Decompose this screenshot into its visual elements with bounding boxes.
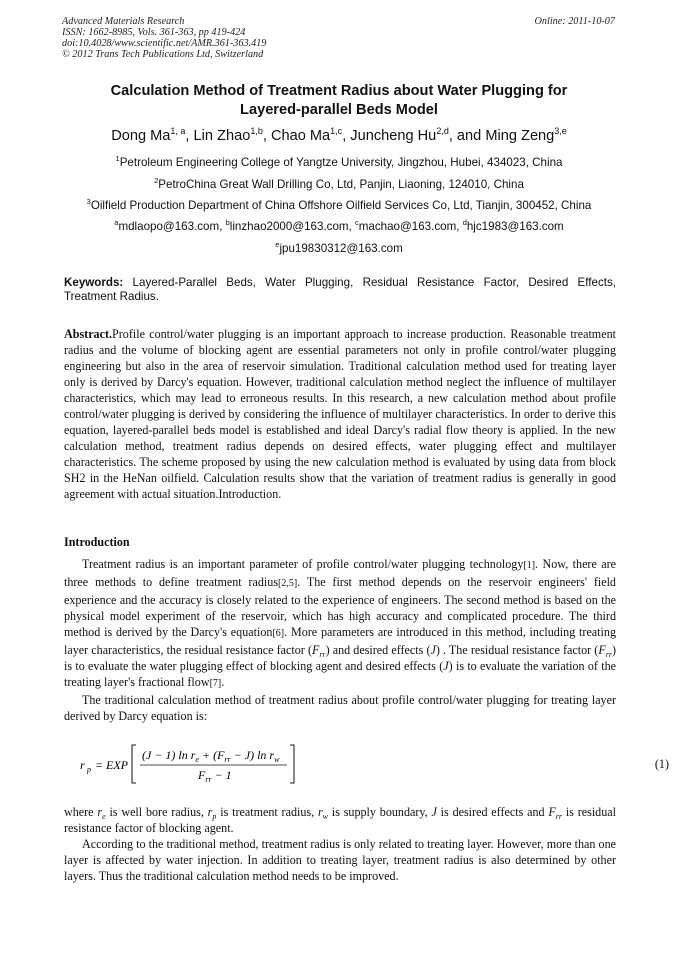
author-sep: , <box>342 128 351 144</box>
eq-den-part: − 1 <box>211 768 232 782</box>
affiliation-3 <box>40 199 638 213</box>
citation-link[interactable]: [1] <box>523 560 536 571</box>
symbol-j: J <box>443 659 449 673</box>
author-sup: 1,c <box>330 126 343 136</box>
journal-name: Advanced Materials Research <box>62 16 185 27</box>
paper-title <box>62 82 616 120</box>
keywords-text: Layered-Parallel Beds, Water Plugging, Residual Resistance Factor, Desired Effects, Treatment Radius. <box>64 276 616 303</box>
symbol-f: F <box>598 643 606 657</box>
symbol-j: J <box>430 643 436 657</box>
author-name: Juncheng Hu <box>350 128 437 144</box>
text-run: . More parameters are introduced in this method, including treating layer characteristics, the residual resistance factor ( <box>64 625 616 657</box>
journal-issn: ISSN: 1662-8985, Vols. 361-363, pp 419-424 <box>62 27 246 38</box>
title-line: Calculation Method of Treatment Radius about Water Plugging for <box>110 83 568 99</box>
eq-num-sub: e <box>195 755 199 764</box>
citation-link[interactable]: [7] <box>209 678 222 689</box>
equation-number: (1) <box>654 757 669 771</box>
eq-num-part: + (F <box>198 748 225 762</box>
affiliation-sup: 3 <box>86 197 91 206</box>
text-run: ) is to evaluate the variation of the treating layer's fractional flow <box>64 659 617 689</box>
journal-doi: doi:10.4028/www.scientific.net/AMR.361-363.419 <box>62 38 267 49</box>
affiliation-2 <box>40 178 638 192</box>
text-run: is residual resistance factor of blocking agent. <box>64 805 617 835</box>
email-link[interactable]: linzhao2000@163.com, <box>229 220 355 233</box>
eq-num-part: (J − 1) ln r <box>142 748 196 762</box>
email-list <box>40 220 638 234</box>
author-sup: 1, a <box>170 126 186 136</box>
symbol-f: F <box>548 805 556 819</box>
keywords <box>64 276 616 304</box>
abstract-text: Profile control/water plugging is an important approach to increase production. Reasonable treatment radius and the volume of blocking agent are essential parameters not only in profile control/water plugging engineering but also in the area of reservoir simulation. Traditional calculation method used for treating layer only is derived by Darcy's equation. However, traditional calculation method neglect the influence of multilayer characteristics, which may lead to erroneous results. In this research, a new calculation method about profile control/water plugging is derived by considering the influence of multilayer characteristics. In order to derive this equation, layered-parallel beds model is established and ideal Darcy's radial flow theory is applied. In the new calculation method, treatment radius depends on desired effects, water plugging effect and multilayer characteristics. The scheme proposed by using the new calculation method is evaluated by using data from block SH2 in the HeNan oilfield. Calculation results show that the variation of treatment radius is generally in good agreement with actual situation.Introduction. <box>64 327 616 501</box>
eq-lhs-sub: p <box>87 765 91 774</box>
journal-header <box>62 16 266 60</box>
text-run: . Now, there are three methods to define treatment radius <box>64 557 617 589</box>
symbol-r: r <box>207 805 213 819</box>
symbol-sub: rr <box>319 650 326 659</box>
abstract <box>64 326 616 502</box>
eq-denominator <box>197 768 232 784</box>
eq-num-sub: rr <box>224 755 231 764</box>
email-link[interactable]: mdlaopo@163.com, <box>118 220 226 233</box>
symbol-r: r <box>317 805 323 819</box>
intro-paragraph: The traditional calculation method of treatment radius about profile control/water plugging for treating layer derived by Darcy equation is: <box>64 693 616 723</box>
text-run: is well bore radius, <box>105 805 208 819</box>
symbol-j: J <box>431 805 437 819</box>
symbol-sub: e <box>102 812 106 821</box>
symbol-sub: w <box>322 812 329 821</box>
affiliation-text: Petroleum Engineering College of Yangtze University, Jingzhou, Hubei, 434023, China <box>119 156 563 169</box>
email-sup: a <box>114 218 119 227</box>
author-name: Ming Zeng <box>485 128 555 144</box>
eq-bracket-left <box>132 745 136 783</box>
citation-link[interactable]: [6] <box>272 628 285 639</box>
after-equation-text <box>64 804 616 884</box>
text-run: ) and desired effects ( <box>325 643 431 657</box>
eq-lhs: r <box>80 758 85 772</box>
email-sup: e <box>275 240 280 249</box>
email-link[interactable]: jpu19830312@163.com <box>279 242 403 255</box>
symbol-sub: rr <box>555 812 563 821</box>
text-run: is supply boundary, <box>328 805 432 819</box>
eq-num-part: − J) ln r <box>230 748 275 762</box>
author-sep: , and <box>448 128 486 144</box>
email-list-2 <box>40 242 638 256</box>
text-run: . The first method depends on the reservoir engineers' field experience and the accuracy is closely related to the experience of engineers. The second method is based on the physical model experiment of the reservoir, which has high accuracy and complicated procedure. The third method is derived by the Darcy's equation <box>64 575 616 639</box>
eq-equals: = <box>95 758 104 772</box>
introduction-body <box>64 556 616 724</box>
email-link[interactable]: machao@163.com, <box>358 220 463 233</box>
body-paragraph: According to the traditional method, treatment radius is only related to treating layer. However, more than one layer is affected by water injection. In addition to treating layer, treatment radius is also determined by other layers. Thus the traditional calculation method needs to be improved. <box>64 837 616 883</box>
citation-link[interactable]: [2,5] <box>278 578 298 589</box>
symbol-sub: p <box>212 812 217 821</box>
eq-den-part: F <box>198 768 206 782</box>
symbol-r: r <box>97 805 103 819</box>
title-line: Layered-parallel Beds Model <box>240 102 438 118</box>
text-run: is desired effects and <box>436 805 549 819</box>
where-paragraph <box>64 804 616 836</box>
eq-num-sub: w <box>274 755 280 764</box>
eq-numerator <box>142 748 280 764</box>
eq-exp: EXP <box>106 758 128 772</box>
text-run: ) . The residual resistance factor ( <box>435 643 599 657</box>
email-sup: d <box>462 218 467 227</box>
author-sup: 3,e <box>554 126 567 136</box>
author-name: Lin Zhao <box>193 128 251 144</box>
online-date: Online: 2011-10-07 <box>534 16 615 27</box>
affiliation-sup: 1 <box>115 154 120 163</box>
email-sup: b <box>225 218 230 227</box>
journal-copyright: © 2012 Trans Tech Publications Ltd, Switzerland <box>62 49 264 60</box>
equation-1 <box>80 737 620 787</box>
eq-den-sub: rr <box>205 775 212 784</box>
eq-bracket-right <box>290 745 294 783</box>
author-sep: , <box>262 128 271 144</box>
text-run: Treatment radius is an important parameter of profile control/water plugging technology <box>82 557 524 571</box>
symbol-f: F <box>311 643 320 657</box>
email-sup: c <box>355 218 359 227</box>
abstract-label: Abstract. <box>64 327 113 341</box>
intro-paragraph <box>64 556 616 692</box>
author-sep: , <box>185 128 194 144</box>
text-run: . <box>221 675 225 689</box>
author-list <box>40 126 638 146</box>
affiliation-sup: 2 <box>154 176 159 185</box>
author-sup: 1,b <box>250 126 263 136</box>
section-title-introduction: Introduction <box>64 535 130 549</box>
affiliation-text: PetroChina Great Wall Drilling Co, Ltd, Panjin, Liaoning, 124010, China <box>158 178 524 191</box>
affiliation-1 <box>40 156 638 170</box>
author-sup: 2,d <box>436 126 449 136</box>
text-run: is treatment radius, <box>216 805 318 819</box>
text-run: where <box>64 805 98 819</box>
text-run: ) is to evaluate the water plugging effect of blocking agent and desired effects ( <box>64 643 616 673</box>
symbol-sub: rr <box>605 650 612 659</box>
email-link[interactable]: hjc1983@163.com <box>466 220 564 233</box>
affiliation-text: Oilfield Production Department of China Offshore Oilfield Services Co, Ltd, Tianjin, 300452, China <box>90 199 592 212</box>
author-name: Chao Ma <box>270 128 331 144</box>
author-name: Dong Ma <box>111 128 171 144</box>
keywords-label: Keywords: <box>64 276 124 289</box>
